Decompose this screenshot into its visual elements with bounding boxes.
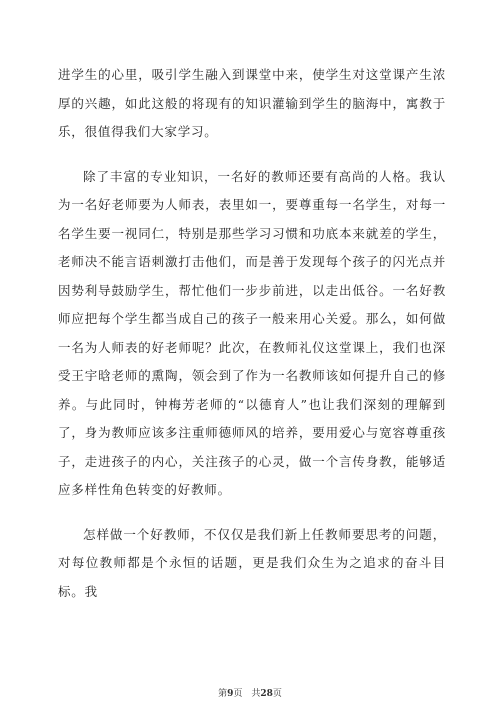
paragraph-2: 除了丰富的专业知识，一名好的教师还要有高尚的人格。我认为一名好老师要为人师表，表里如一，要尊重每一名学生，对每一名学生要一视同仁，特别是那些学习习惯和功底本来就差的学生，老师决不能言语刺激打击他们，而是善于发现每个孩子的闪光点并因势利导鼓励学生，帮忙他们一步步前进，以走出低谷。一名好教师应把每个学生都当成自己的孩子一般来用心关爱。那么，如何做一名为人师表的好老师呢？此次，在教师礼仪这堂课上，我们也深受王宇晗老师的熏陶，领会到了作为一名教师该如何提升自己的修养。与此同时，钟梅芳老师的“以德育人”也让我们深刻的理解到了，身为教师应该多注重师德师风的培养，要用爱心与宽容尊重孩子，走进孩子的内心，关注孩子的心灵，做一个言传身教，能够适应多样性角色转变的好教师。 xyxy=(58,168,446,497)
current-page-number: 9 xyxy=(227,689,234,699)
footer-middle: 页 共 xyxy=(233,689,261,699)
footer-suffix: 页 xyxy=(272,689,282,699)
footer-prefix: 第 xyxy=(218,689,228,699)
paragraph-1: 进学生的心里，吸引学生融入到课堂中来，使学生对这堂课产生浓厚的兴趣，如此这般的将现有的知识灌输到学生的脑海中，寓教于乐，很值得我们大家学习。 xyxy=(58,67,446,139)
page-footer xyxy=(0,686,500,699)
page-body xyxy=(58,61,446,606)
total-page-count: 28 xyxy=(260,689,273,699)
paragraph-3: 怎样做一个好教师，不仅仅是我们新上任教师要思考的问题，对每位教师都是个永恒的话题，更是我们众生为之追求的奋斗目标。我 xyxy=(58,526,446,599)
